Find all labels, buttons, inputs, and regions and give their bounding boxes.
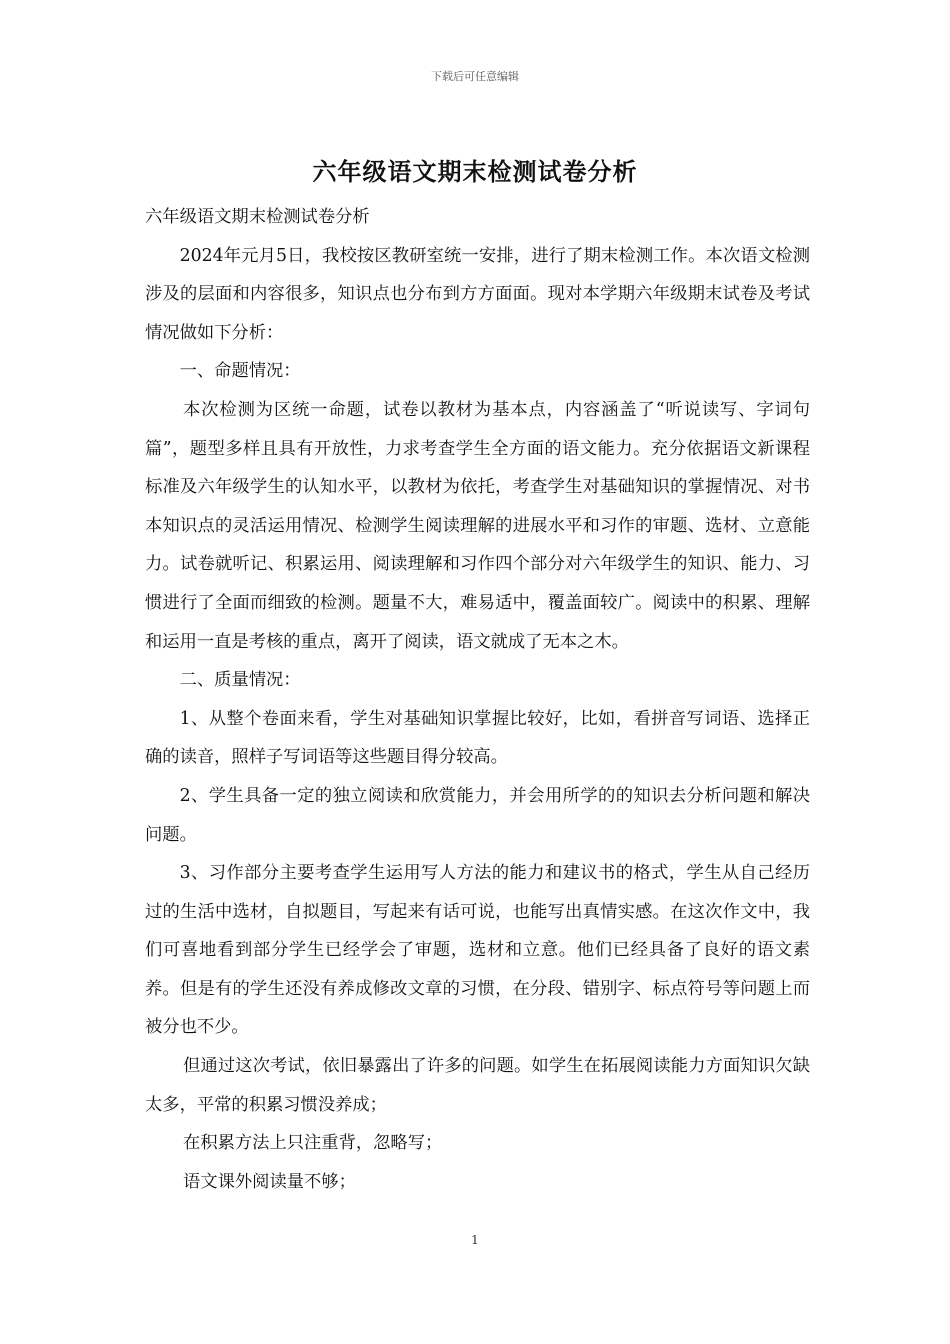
- paragraph-quality-1: 1、从整个卷面来看，学生对基础知识掌握比较好，比如，看拼音写词语、选择正确的读音，照样子写词语等这些题目得分较高。: [145, 708, 810, 768]
- section-heading-proposition: 一、命题情况：: [179, 361, 301, 382]
- paragraph-problem-accumulation: 在积累方法上只注重背，忽略写；: [183, 1133, 443, 1154]
- page-number: 1: [471, 1233, 479, 1247]
- paragraph-problem-reading: 语文课外阅读量不够；: [183, 1171, 356, 1192]
- paragraph-quality-3: 3、习作部分主要考查学生运用写人方法的能力和建议书的格式，学生从自己经历过的生活中选材，自拟题目，写起来有话可说，也能写出真情实感。在这次作文中，我们可喜地看到部分学生已经学会了审题，选材和立意。他们已经具备了良好的语文素养。但是有的学生还没有养成修改文章的习惯，在分段、错别字、标点符号等问题上而被分也不少。: [145, 863, 810, 1038]
- document-title: 六年级语文期末检测试卷分析: [312, 157, 638, 186]
- paragraph-intro: 2024年元月5日，我校按区教研室统一安排，进行了期末检测工作。本次语文检测涉及的层面和内容很多，知识点也分布到方方面面。现对本学期六年级期末试卷及考试情况做如下分析：: [145, 245, 810, 343]
- document-body: [145, 198, 810, 1201]
- paragraph-subtitle: 六年级语文期末检测试卷分析: [145, 207, 370, 227]
- page-header-note: 下载后可任意编辑: [431, 70, 519, 83]
- section-heading-quality: 二、质量情况：: [179, 670, 301, 691]
- paragraph-problems: 但通过这次考试，依旧暴露出了许多的问题。如学生在拓展阅读能力方面知识欠缺太多，平常的积累习惯没养成；: [145, 1056, 810, 1115]
- paragraph-proposition: 本次检测为区统一命题，试卷以教材为基本点，内容涵盖了“听说读写、字词句篇”，题型多样且具有开放性，力求考查学生全方面的语文能力。充分依据语文新课程标准及六年级学生的认知水平，以教材为依托，考查学生对基础知识的掌握情况、对书本知识点的灵活运用情况、检测学生阅读理解的进展水平和习作的审题、选材、立意能力。试卷就听记、积累运用、阅读理解和习作四个部分对六年级学生的知识、能力、习惯进行了全面而细致的检测。题量不大，难易适中，覆盖面较广。阅读中的积累、理解和运用一直是考核的重点，离开了阅读，语文就成了无本之木。: [145, 399, 810, 652]
- paragraph-quality-2: 2、学生具备一定的独立阅读和欣赏能力，并会用所学的的知识去分析问题和解决问题。: [145, 785, 810, 845]
